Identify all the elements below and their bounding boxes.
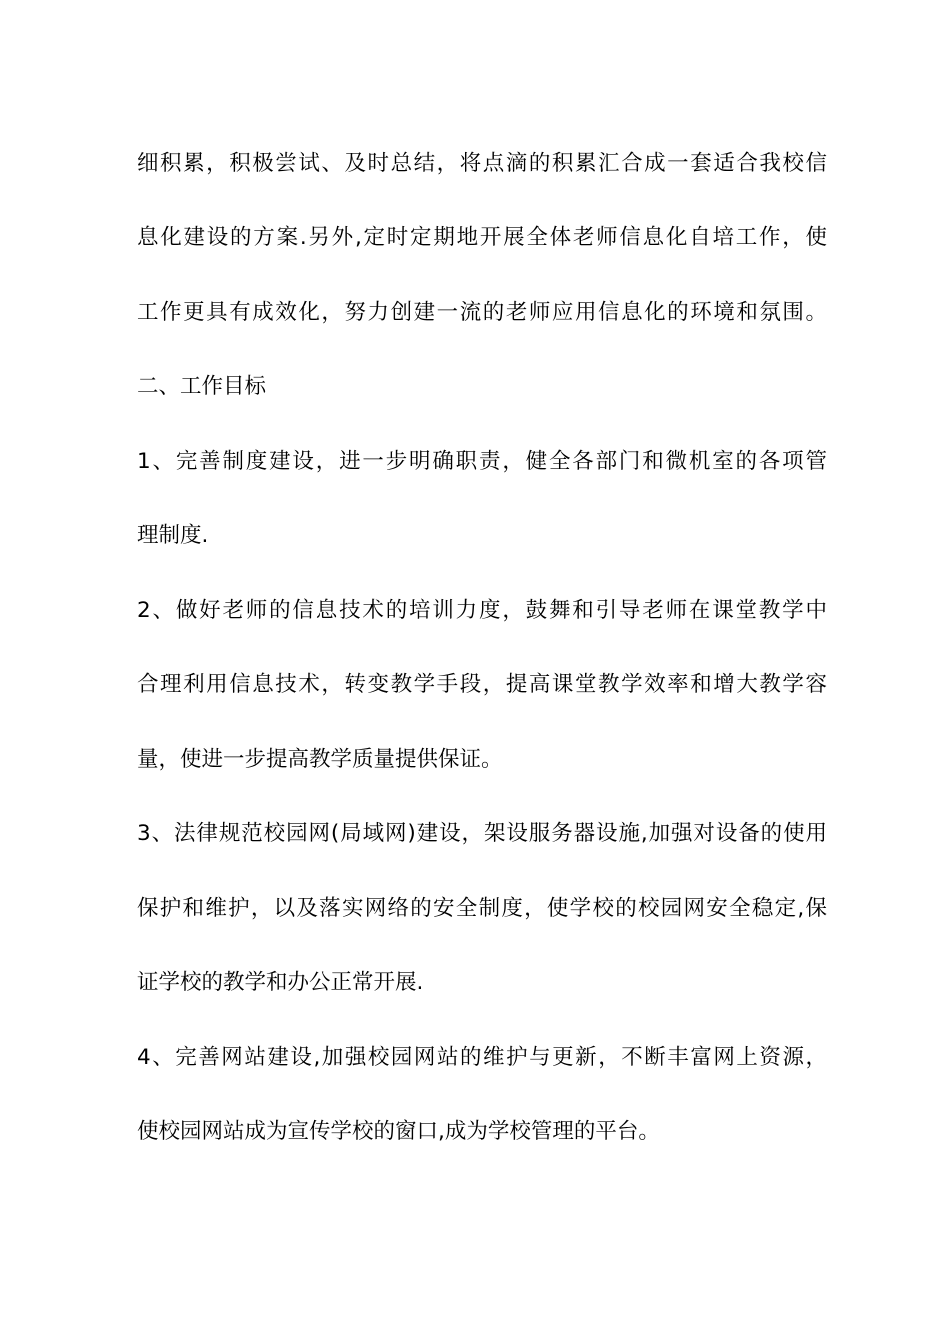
paragraph-line: 息化建设的方案.另外,定时定期地开展全体老师信息化自培工作，使 bbox=[137, 225, 827, 250]
list-item-line: 3、法律规范校园网(局域网)建设，架设服务器设施,加强对设备的使用 bbox=[137, 821, 827, 846]
list-item-line: 合理利用信息技术，转变教学手段，提高课堂教学效率和增大教学容 bbox=[137, 672, 827, 697]
list-item-line: 2、做好老师的信息技术的培训力度，鼓舞和引导老师在课堂教学中 bbox=[137, 598, 827, 623]
list-item-line: 使校园网站成为宣传学校的窗口,成为学校管理的平台。 bbox=[137, 1119, 660, 1144]
list-item-line: 保护和维护，以及落实网络的安全制度，使学校的校园网安全稳定,保 bbox=[137, 896, 827, 921]
list-item-line: 1、完善制度建设，进一步明确职责，健全各部门和微机室的各项管 bbox=[137, 449, 827, 474]
list-item-line: 4、完善网站建设,加强校园网站的维护与更新，不断丰富网上资源， bbox=[137, 1045, 827, 1070]
paragraph-line: 细积累，积极尝试、及时总结，将点滴的积累汇合成一套适合我校信 bbox=[137, 151, 827, 176]
list-item-line: 量，使进一步提高教学质量提供保证。 bbox=[137, 747, 503, 772]
list-item-line: 证学校的教学和办公正常开展. bbox=[137, 970, 424, 995]
list-item-line: 理制度. bbox=[137, 523, 209, 548]
paragraph-line: 工作更具有成效化，努力创建一流的老师应用信息化的环境和氛围。 bbox=[137, 300, 827, 325]
section-heading: 二、工作目标 bbox=[137, 374, 267, 399]
